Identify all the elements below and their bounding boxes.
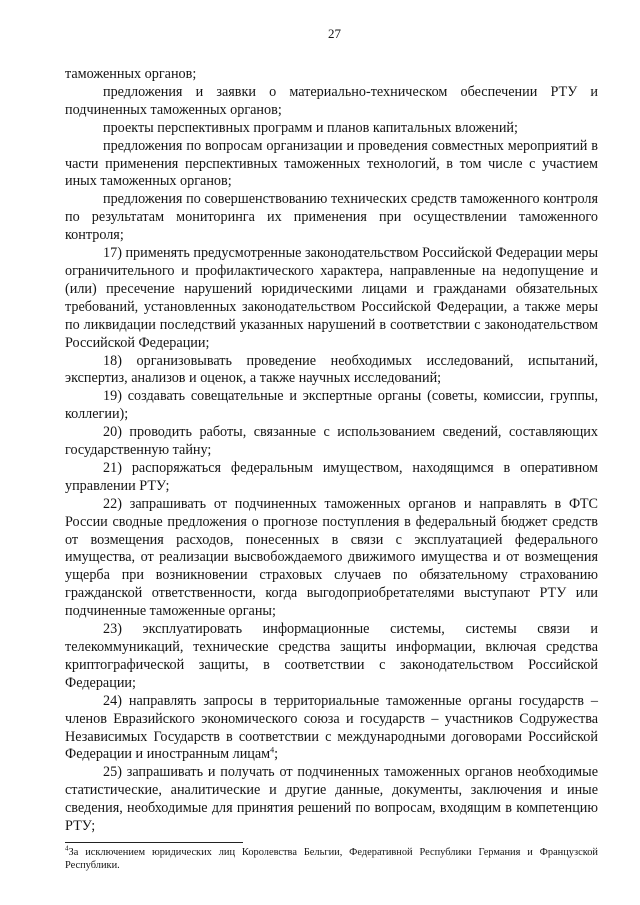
- footnote-text: За исключением юридических лиц Королевства Бельгии, Федеративной Республики Германия и Французской Республики.: [65, 846, 598, 871]
- footnote-mark: 4: [65, 844, 69, 853]
- footnote: [65, 846, 598, 872]
- paragraph-item-19: 19) создавать совещательные и экспертные органы (советы, комиссии, группы, коллегии);: [65, 388, 598, 423]
- paragraph-joint-activities: предложения по вопросам организации и проведения совместных мероприятий в части применения перспективных таможенных технологий, в том числе с участием иных таможенных органов;: [65, 137, 598, 190]
- paragraph-item-17: 17) применять предусмотренные законодательством Российской Федерации меры ограничительного и профилактического характера, направленные на недопущение и (или) пресечение нарушений юридическими лицами и гражданами обязательных требований, установленных законодательством Российской Федерации, а также меры по ликвидации последствий указанных нарушений в соответствии с законодательством Российской Федерации;: [65, 245, 598, 351]
- footnote-reference: 4: [270, 745, 275, 755]
- paragraph-item-18: 18) организовывать проведение необходимых исследований, испытаний, экспертиз, анализов и оценок, а также научных исследований;: [65, 352, 598, 387]
- footnote-reference-suffix: ;: [274, 746, 279, 763]
- paragraph-item-24: [65, 693, 598, 765]
- paragraph-capital-investment: проекты перспективных программ и планов капитальных вложений;: [103, 119, 518, 136]
- paragraph-item-22: 22) запрашивать от подчиненных таможенных органов и направлять в ФТС России сводные предложения о прогнозе поступления в федеральный бюджет средств от возмещения расходов, понесенных в связи с эксплуатацией федерального имущества, от реализации высвобождаемого движимого имущества и от возмещения ущерба при возникновении страховых случаев по обязательному страхованию гражданской ответственности, когда выгодоприобретателями выступают РТУ или подчиненные таможенные органы;: [65, 495, 598, 620]
- paragraph-logistics-proposals: предложения и заявки о материально-техническом обеспечении РТУ и подчиненных таможенных органов;: [65, 83, 598, 118]
- paragraph-item-24-text: 24) направлять запросы в территориальные таможенные органы государств – членов Евразийского экономического союза и государств – участников Содружества Независимых Государств в соответствии с международными договорами Российской Федерации и иностранным лицам: [65, 692, 598, 763]
- paragraph-item-20: 20) проводить работы, связанные с использованием сведений, составляющих государственную тайну;: [65, 424, 598, 459]
- paragraph-item-25: 25) запрашивать и получать от подчиненных таможенных органов необходимые статистические, аналитические и другие данные, документы, заключения и иные сведения, необходимые для принятия решений по вопросам, входящим в компетенцию РТУ;: [65, 764, 598, 835]
- paragraph-item-23: 23) эксплуатировать информационные системы, системы связи и телекоммуникаций, технические средства защиты информации, включая средства криптографической защиты, в соответствии с законодательством Российской Федерации;: [65, 621, 598, 691]
- page-number: 27: [328, 26, 341, 41]
- paragraph-item-21: 21) распоряжаться федеральным имуществом, находящимся в оперативном управлении РТУ;: [65, 459, 598, 494]
- body-text: [65, 66, 598, 836]
- footnote-separator: [65, 842, 243, 843]
- paragraph-technical-means: предложения по совершенствованию технических средств таможенного контроля по результатам мониторинга их применения при осуществлении таможенного контроля;: [65, 191, 598, 244]
- paragraph-customs-bodies: таможенных органов;: [65, 66, 197, 82]
